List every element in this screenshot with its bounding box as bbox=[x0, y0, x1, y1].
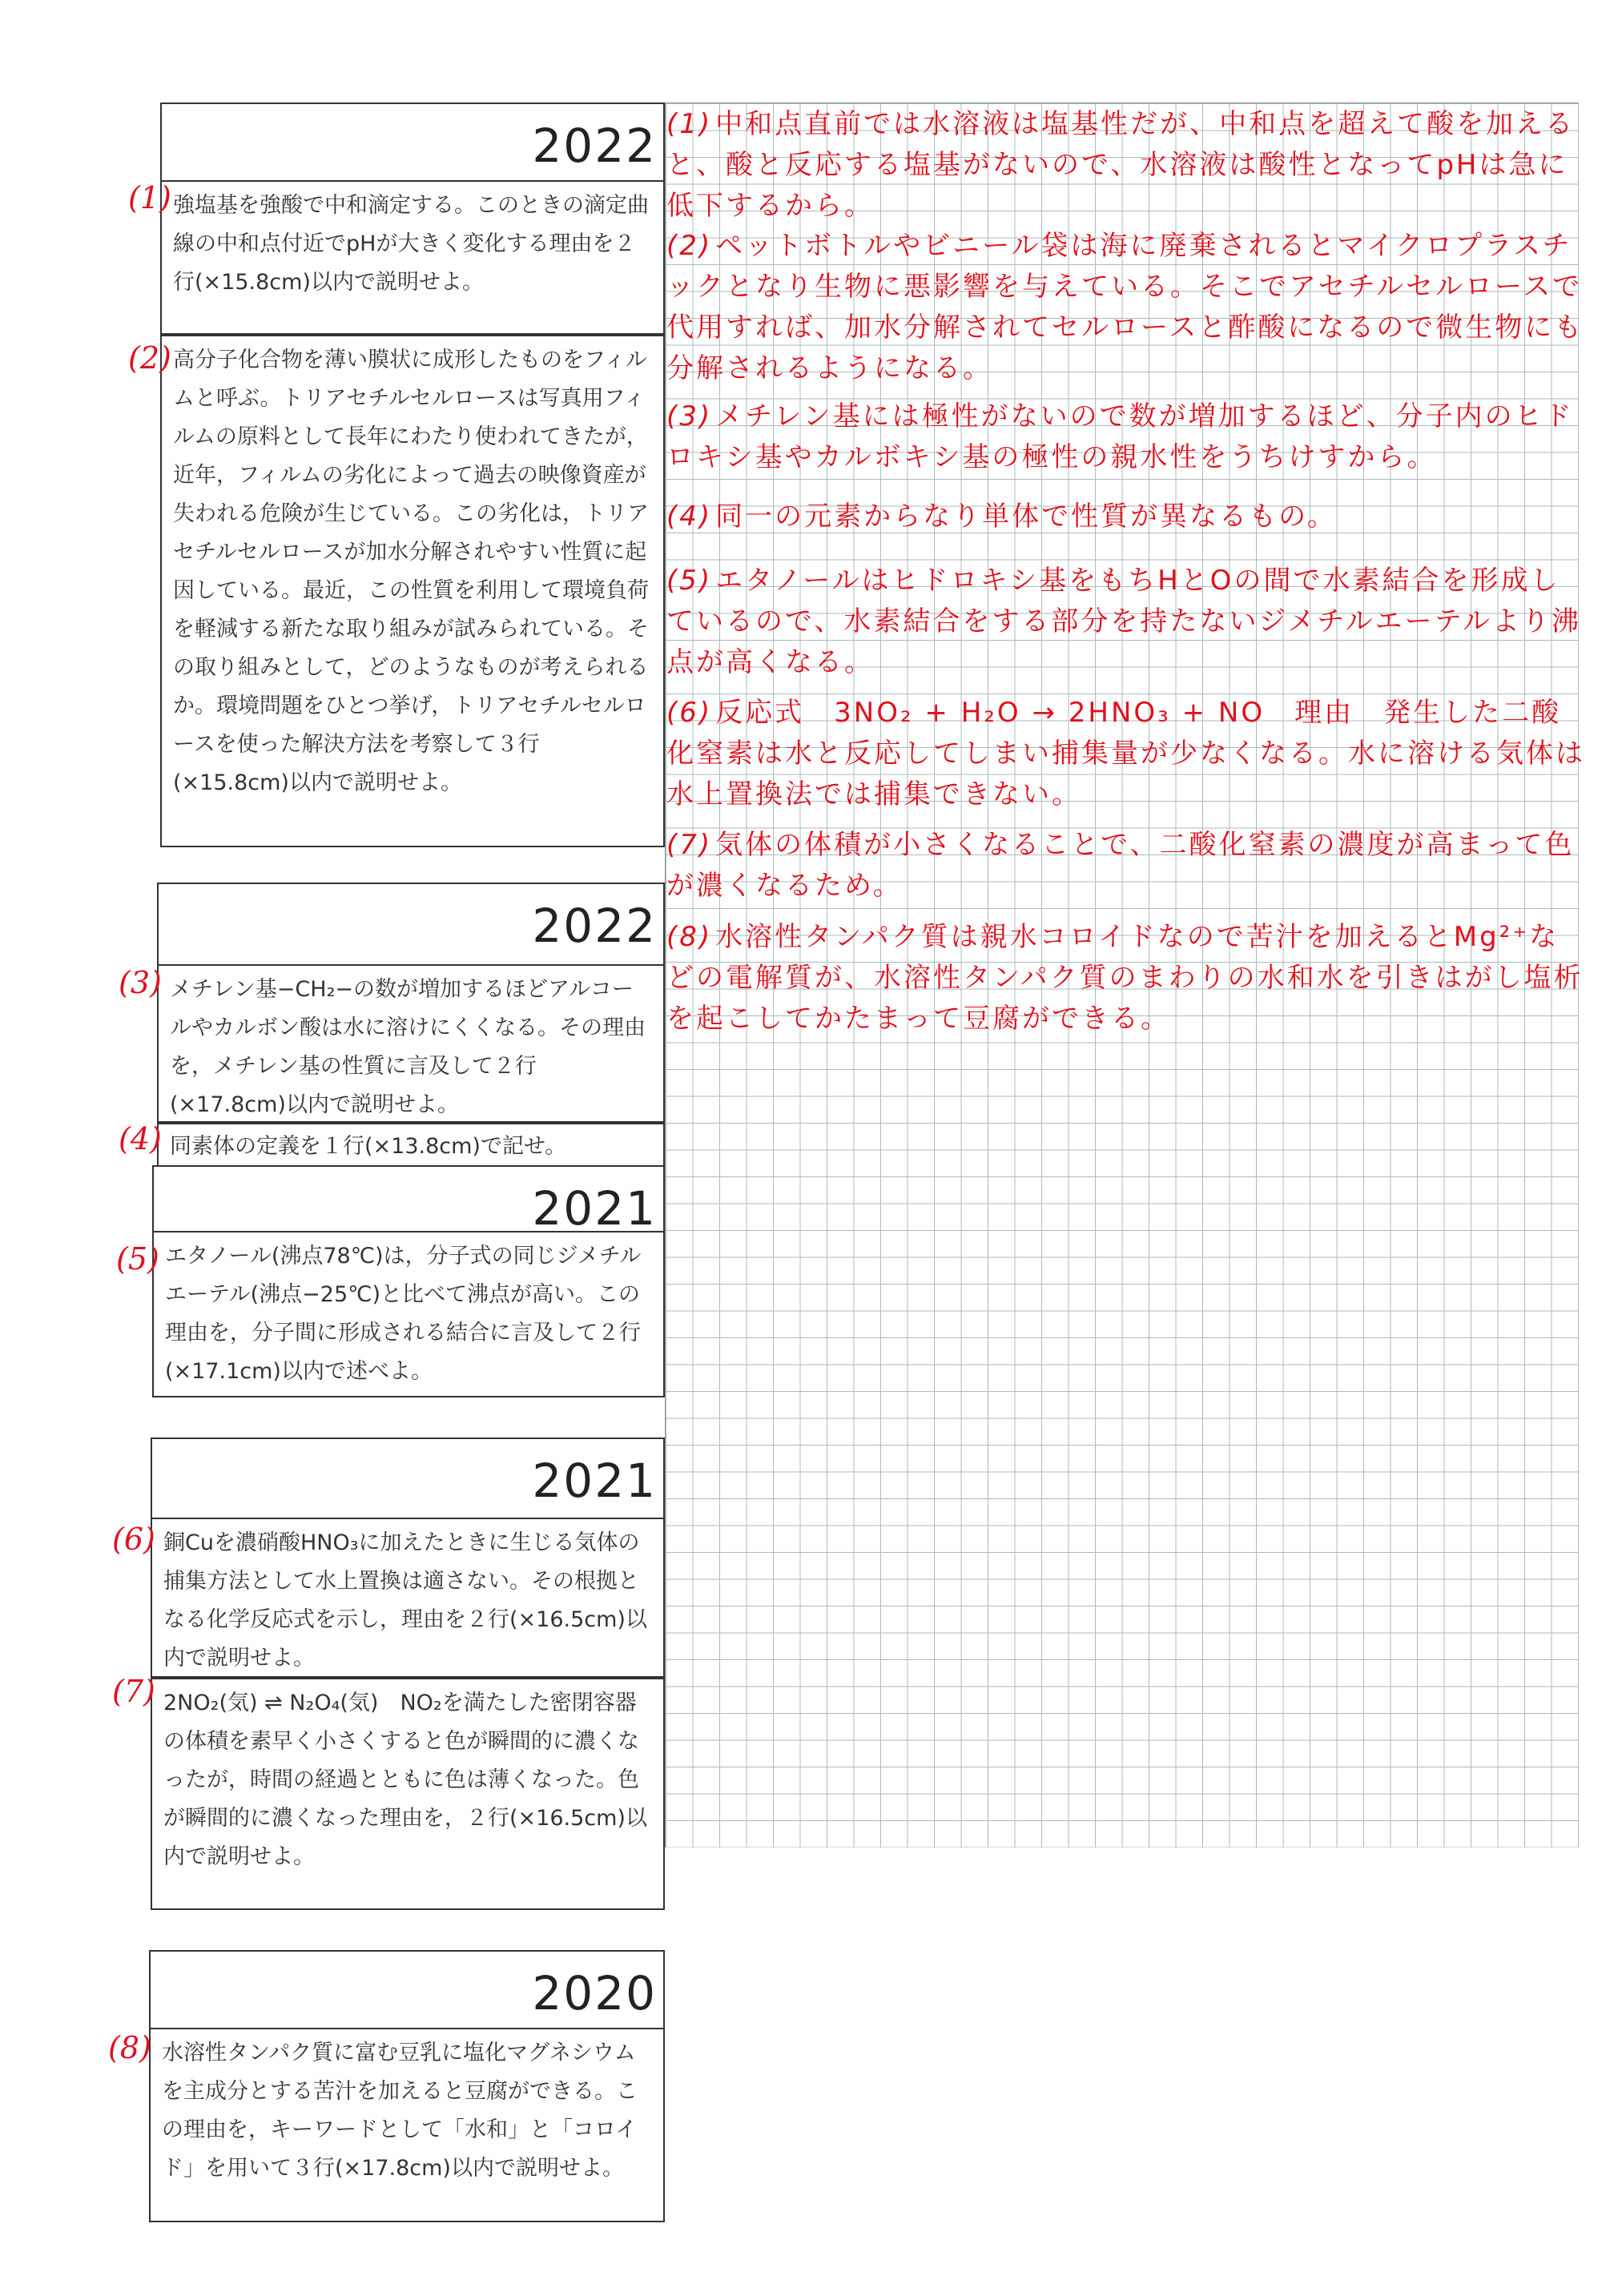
answer-2 bbox=[666, 226, 1588, 389]
question-number: (1) bbox=[128, 180, 171, 215]
answer-6 bbox=[666, 693, 1588, 815]
question-text: メチレン基−CH₂−の数が増加するほどアルコールやカルボン酸は水に溶けにくくなる。その理由を，メチレン基の性質に言及して２行(×17.8cm)以内で説明せよ。 bbox=[159, 964, 663, 1129]
answer-text: 気体の体積が小さくなることで、二酸化窒素の濃度が高まって色が濃くなるため。 bbox=[666, 829, 1575, 902]
question-number: (6) bbox=[112, 1522, 155, 1557]
question-box-6 bbox=[151, 1438, 665, 1678]
question-number: (4) bbox=[119, 1121, 162, 1156]
answer-1 bbox=[666, 104, 1588, 227]
answer-text: 中和点直前では水溶液は塩基性だが、中和点を超えて酸を加えると、酸と反応する塩基がないので、水溶液は酸性となってpHは急に低下するから。 bbox=[666, 108, 1576, 222]
question-number: (2) bbox=[128, 340, 171, 376]
answer-number: (5) bbox=[666, 565, 713, 597]
answer-text: エタノールはヒドロキシ基をもちHとOの間で水素結合を形成しているので、水素結合をする部分を持たないジメチルエーテルより沸点が高くなる。 bbox=[666, 565, 1581, 678]
answer-number: (4) bbox=[666, 501, 713, 533]
answer-4 bbox=[666, 497, 1588, 537]
year-label: 2021 bbox=[532, 1454, 657, 1508]
answer-text: メチレン基には極性がないので数が増加するほど、分子内のヒドロキシ基やカルボキシ基の極性の親水性をうちけすから。 bbox=[666, 400, 1574, 473]
answer-text: 水溶性タンパク質は親水コロイドなので苦汁を加えるとMg²⁺などの電解質が、水溶性タンパク質のまわりの水和水を引きはがし塩析を起こしてかたまって豆腐ができる。 bbox=[666, 921, 1584, 1035]
question-box-8 bbox=[149, 1950, 665, 2222]
question-text: エタノール(沸点78℃)は，分子式の同じジメチルエーテル(沸点−25℃)と比べて沸点が高い。この理由を，分子間に形成される結合に言及して２行(×17.1cm)以内で述べよ。 bbox=[154, 1231, 663, 1396]
answer-number: (1) bbox=[666, 108, 713, 140]
answer-5 bbox=[666, 561, 1588, 683]
answer-3 bbox=[666, 396, 1588, 478]
question-box-2 bbox=[160, 335, 665, 847]
question-number: (3) bbox=[119, 965, 162, 1000]
answer-8 bbox=[666, 917, 1588, 1039]
question-number: (8) bbox=[108, 2030, 151, 2065]
question-box-5 bbox=[152, 1165, 665, 1397]
question-text: 銅Cuを濃硝酸HNO₃に加えたときに生じる気体の捕集方法として水上置換は適さない。その根拠となる化学反応式を示し，理由を２行(×16.5cm)以内で説明せよ。 bbox=[152, 1518, 663, 1683]
question-box-1 bbox=[160, 103, 665, 335]
question-text: 強塩基を強酸で中和滴定する。このときの滴定曲線の中和点付近でpHが大きく変化する理由を２行(×15.8cm)以内で説明せよ。 bbox=[162, 180, 663, 307]
answer-number: (7) bbox=[666, 829, 713, 861]
question-box-4 bbox=[157, 1123, 665, 1169]
answer-number: (2) bbox=[666, 230, 713, 262]
question-box-3 bbox=[157, 883, 665, 1123]
question-text: 高分子化合物を薄い膜状に成形したものをフィルムと呼ぶ。トリアセチルセルロースは写真用フィルムの原料として長年にわたり使われてきたが，近年，フィルムの劣化によって過去の映像資産が失われる危険が生じている。この劣化は，トリアセチルセルロースが加水分解されやすい性質に起因している。最近，この性質を利用して環境負荷を軽減する新たな取り組みが試みられている。その取り組みとして，どのようなものが考えられるか。環境問題をひとつ挙げ，トリアセチルセルロースを使った解決方法を考察して３行(×15.8cm)以内で説明せよ。 bbox=[162, 335, 663, 807]
question-number: (5) bbox=[116, 1241, 159, 1277]
answer-number: (3) bbox=[666, 400, 713, 432]
year-label: 2020 bbox=[532, 1966, 657, 2021]
answer-7 bbox=[666, 825, 1588, 907]
answer-text: 反応式 3NO₂ + H₂O → 2HNO₃ + NO 理由 発生した二酸化窒素は水と反応してしまい捕集量が少なくなる。水に溶ける気体は水上置換法では捕集できない。 bbox=[666, 697, 1585, 810]
question-box-7 bbox=[151, 1678, 665, 1910]
answer-text: ペットボトルやビニール袋は海に廃棄されるとマイクロプラスチックとなり生物に悪影響を与えている。そこでアセチルセルロースで代用すれば、加水分解されてセルロースと酢酸になるので微生物にも分解されるようになる。 bbox=[666, 230, 1584, 384]
year-label: 2022 bbox=[532, 119, 657, 173]
year-label: 2022 bbox=[532, 899, 657, 953]
answer-number: (8) bbox=[666, 921, 713, 953]
question-text: 2NO₂(気) ⇌ N₂O₄(気) NO₂を満たした密閉容器の体積を素早く小さくすると色が瞬間的に濃くなったが，時間の経過とともに色は薄くなった。色が瞬間的に濃くなった理由を，２行(×16.5cm)以内で説明せよ。 bbox=[152, 1678, 663, 1881]
answer-number: (6) bbox=[666, 697, 713, 729]
question-text: 水溶性タンパク質に富む豆乳に塩化マグネシウムを主成分とする苦汁を加えると豆腐ができる。この理由を，キーワードとして「水和」と「コロイド」を用いて３行(×17.8cm)以内で説明せよ。 bbox=[151, 2028, 663, 2193]
question-text: 同素体の定義を１行(×13.8cm)で記せ。 bbox=[159, 1123, 663, 1169]
answer-text: 同一の元素からなり単体で性質が異なるもの。 bbox=[715, 501, 1337, 533]
year-label: 2021 bbox=[532, 1181, 657, 1236]
question-number: (7) bbox=[112, 1674, 155, 1709]
